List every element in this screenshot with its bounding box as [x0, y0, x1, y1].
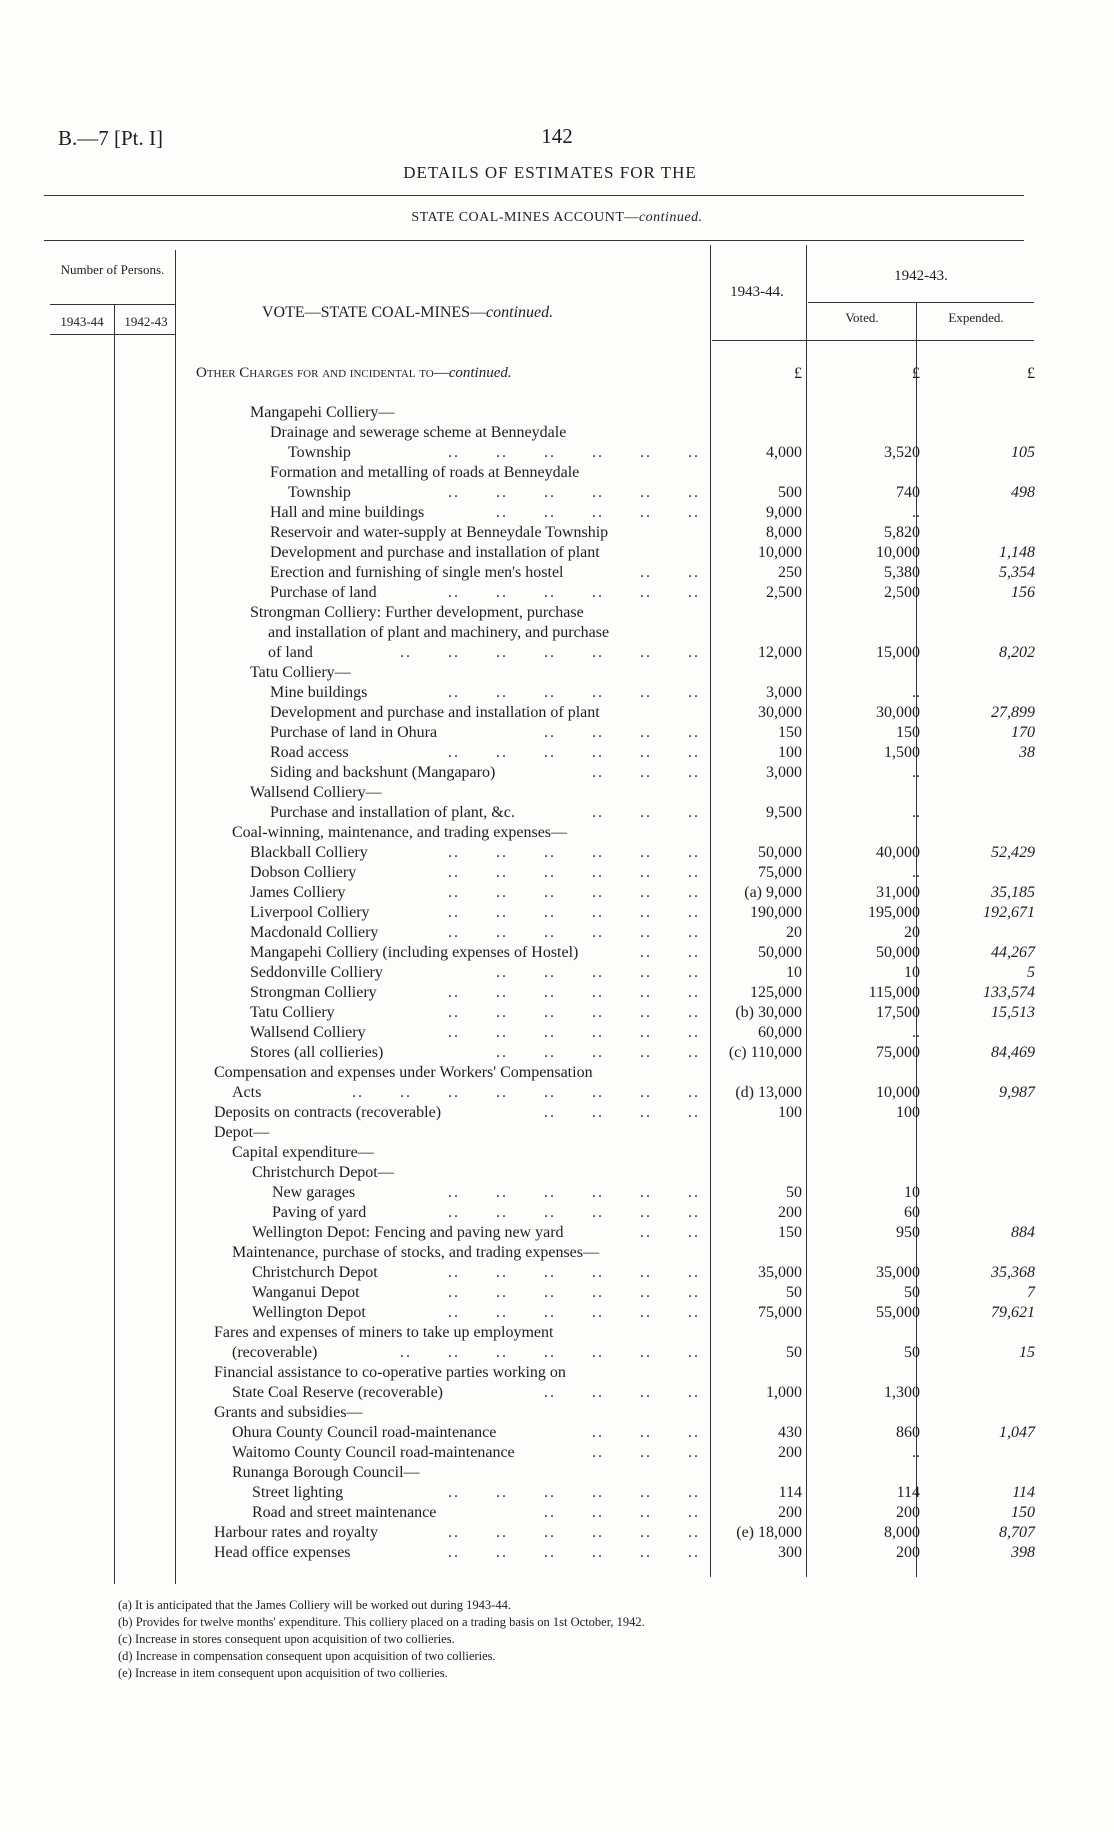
table-row — [0, 843, 1114, 863]
voted-1942-43-value: 17,500 — [876, 1004, 920, 1021]
expended-1942-43-value: 5,354 — [999, 564, 1035, 581]
expended-1942-43-value: 884 — [1011, 1224, 1035, 1241]
row-description: Mangapehi Colliery— — [250, 404, 395, 421]
account-subtitle — [0, 210, 1114, 226]
row-description: Street lighting — [252, 1484, 344, 1501]
table-row — [0, 743, 1114, 763]
estimate-1943-44-value: 200 — [778, 1204, 802, 1221]
voted-1942-43-value: 15,000 — [876, 644, 920, 661]
voted-1942-43-value: 10,000 — [876, 544, 920, 561]
estimate-1943-44-value: (c) 110,000 — [728, 1044, 802, 1061]
voted-1942-43-value: 200 — [896, 1504, 920, 1521]
table-row — [0, 863, 1114, 883]
table-row — [0, 1543, 1114, 1563]
voted-1942-43-value: 200 — [896, 1544, 920, 1561]
leader-dots: .. .. .. .. .. .. .. — [400, 1344, 700, 1361]
estimate-1943-44-value: 3,000 — [766, 764, 802, 781]
table-row — [0, 1103, 1114, 1123]
expended-1942-43-value: 44,267 — [991, 944, 1035, 961]
expended-1942-43-value: 8,202 — [999, 644, 1035, 661]
estimate-1943-44-value: 114 — [778, 1484, 802, 1501]
estimate-1943-44-value: 150 — [778, 1224, 802, 1241]
leader-dots: .. .. .. .. .. .. — [448, 924, 700, 941]
expended-1942-43-value: 35,185 — [991, 884, 1035, 901]
voted-1942-43-value: .. — [912, 504, 920, 521]
estimate-1943-44-value: 500 — [778, 484, 802, 501]
page-identifier: B.—7 [Pt. I] — [58, 126, 163, 150]
table-row — [0, 783, 1114, 803]
leader-dots: .. .. .. .. — [544, 724, 700, 741]
table-row — [0, 663, 1114, 683]
table-row — [0, 423, 1114, 443]
expended-1942-43-value: 114 — [1012, 1484, 1035, 1501]
table-row — [0, 1203, 1114, 1223]
voted-1942-43-value: 115,000 — [868, 984, 920, 1001]
row-description: of land — [268, 644, 313, 661]
voted-1942-43-value: 100 — [896, 1104, 920, 1121]
voted-1942-43-value: 50 — [904, 1344, 920, 1361]
estimate-1943-44-value: 10 — [786, 964, 802, 981]
leader-dots: .. .. .. .. .. — [496, 1044, 700, 1061]
table-row — [0, 543, 1114, 563]
row-description: Development and purchase and installation of plant — [270, 544, 600, 561]
table-row — [0, 1483, 1114, 1503]
leader-dots: .. .. .. .. .. .. .. .. — [352, 1084, 700, 1101]
page-title: DETAILS OF ESTIMATES FOR THE — [403, 163, 697, 182]
voted-1942-43-value: 10 — [904, 964, 920, 981]
table-row — [0, 1243, 1114, 1263]
row-description: Stores (all collieries) — [250, 1044, 384, 1061]
estimate-1943-44-value: (b) 30,000 — [735, 1004, 802, 1021]
leader-dots: .. .. .. .. .. .. — [448, 1284, 700, 1301]
row-description: Coal-winning, maintenance, and trading expenses— — [232, 824, 568, 841]
pound-sign-voted: £ — [912, 365, 920, 382]
leader-dots: .. .. .. .. .. .. — [448, 844, 700, 861]
table-row — [0, 1023, 1114, 1043]
table-row — [0, 943, 1114, 963]
row-description: James Colliery — [250, 884, 346, 901]
row-description: Wellington Depot: Fencing and paving new yard — [252, 1224, 564, 1241]
estimate-1943-44-value: 50 — [786, 1284, 802, 1301]
footnote: (d) Increase in compensation consequent upon acquisition of two collieries. — [118, 1649, 496, 1663]
table-row — [0, 683, 1114, 703]
section-heading-main: Other Charges for and incidental to— — [196, 365, 449, 381]
row-description: Hall and mine buildings — [270, 504, 425, 521]
leader-dots: .. .. .. .. .. .. — [448, 1004, 700, 1021]
table-row — [0, 903, 1114, 923]
leader-dots: .. .. .. .. — [544, 1104, 700, 1121]
voted-1942-43-value: 150 — [896, 724, 920, 741]
table-row — [0, 963, 1114, 983]
expended-1942-43-value: 133,574 — [983, 984, 1035, 1001]
estimate-1943-44-value: 250 — [778, 564, 802, 581]
estimate-1943-44-value: 190,000 — [750, 904, 802, 921]
row-description: Paving of yard — [272, 1204, 367, 1221]
leader-dots: .. .. .. .. .. .. — [448, 744, 700, 761]
expended-1942-43-value: 170 — [1011, 724, 1035, 741]
row-description: Wellington Depot — [252, 1304, 366, 1321]
row-description: Head office expenses — [214, 1544, 351, 1561]
col-1942-43-header: 1942-43. — [894, 268, 948, 284]
expended-1942-43-value: 38 — [1019, 744, 1035, 761]
expended-1942-43-value: 105 — [1011, 444, 1035, 461]
table-row — [0, 1283, 1114, 1303]
leader-dots: .. .. .. .. .. .. — [448, 1204, 700, 1221]
estimate-1943-44-value: 10,000 — [758, 544, 802, 561]
row-description: Grants and subsidies— — [214, 1404, 363, 1421]
table-row — [0, 623, 1114, 643]
page-number: 142 — [541, 124, 573, 148]
row-description: Compensation and expenses under Workers' Compensation — [214, 1064, 593, 1081]
voted-1942-43-value: 55,000 — [876, 1304, 920, 1321]
table-row — [0, 643, 1114, 663]
expended-1942-43-value: 15 — [1019, 1344, 1035, 1361]
table-row — [0, 523, 1114, 543]
expended-1942-43-value: 7 — [1027, 1284, 1035, 1301]
row-description: Mangapehi Colliery (including expenses of Hostel) — [250, 944, 579, 961]
estimate-1943-44-value: 50,000 — [758, 944, 802, 961]
col-1943-44-header: 1943-44. — [730, 284, 784, 300]
vote-heading-main: VOTE—STATE COAL-MINES— — [262, 304, 487, 321]
leader-dots: .. .. .. .. .. .. — [448, 1544, 700, 1561]
estimate-1943-44-value: 300 — [778, 1544, 802, 1561]
voted-1942-43-value: 50,000 — [876, 944, 920, 961]
estimate-1943-44-value: 20 — [786, 924, 802, 941]
row-description: Strongman Colliery: Further development, purchase — [250, 604, 584, 621]
leader-dots: .. .. .. — [592, 804, 700, 821]
row-description: Acts — [232, 1084, 262, 1101]
row-description: Purchase of land in Ohura — [270, 724, 438, 741]
table-row — [0, 1043, 1114, 1063]
row-description: Wallsend Colliery— — [250, 784, 382, 801]
title-rule — [44, 195, 1024, 196]
estimate-1943-44-value: 50,000 — [758, 844, 802, 861]
voted-1942-43-value: 5,820 — [884, 524, 920, 541]
estimate-1943-44-value: (e) 18,000 — [736, 1524, 802, 1541]
table-row — [0, 1063, 1114, 1083]
row-description: Deposits on contracts (recoverable) — [214, 1104, 442, 1121]
row-description: (recoverable) — [232, 1344, 318, 1361]
row-description: Purchase of land — [270, 584, 377, 601]
estimate-1943-44-value: 200 — [778, 1504, 802, 1521]
expended-1942-43-value: 150 — [1011, 1504, 1035, 1521]
leader-dots: .. .. .. .. .. .. — [448, 584, 700, 601]
voted-1942-43-value: 75,000 — [876, 1044, 920, 1061]
row-description: Seddonville Colliery — [250, 964, 383, 981]
voted-1942-43-value: 31,000 — [876, 884, 920, 901]
leader-dots: .. .. .. .. .. .. — [448, 864, 700, 881]
table-row — [0, 1503, 1114, 1523]
row-description: Wanganui Depot — [252, 1284, 360, 1301]
expended-1942-43-value: 9,987 — [999, 1084, 1035, 1101]
row-description: Erection and furnishing of single men's hostel — [270, 564, 564, 581]
table-row — [0, 1083, 1114, 1103]
table-row — [0, 483, 1114, 503]
row-description: and installation of plant and machinery, and purchase — [268, 624, 610, 641]
estimate-1943-44-value: 50 — [786, 1184, 802, 1201]
row-description: Purchase and installation of plant, &c. — [270, 804, 515, 821]
estimate-1943-44-value: 60,000 — [758, 1024, 802, 1041]
leader-dots: .. .. — [640, 1224, 700, 1241]
leader-dots: .. .. .. .. .. .. — [448, 1264, 700, 1281]
leader-dots: .. .. .. .. — [544, 1384, 700, 1401]
estimate-1943-44-value: 75,000 — [758, 864, 802, 881]
row-description: Christchurch Depot — [252, 1264, 378, 1281]
voted-1942-43-value: 35,000 — [876, 1264, 920, 1281]
estimate-1943-44-value: 3,000 — [766, 684, 802, 701]
row-description: Road access — [270, 744, 349, 761]
leader-dots: .. .. — [640, 944, 700, 961]
estimate-1943-44-value: 150 — [778, 724, 802, 741]
table-row — [0, 1223, 1114, 1243]
voted-1942-43-value: 3,520 — [884, 444, 920, 461]
row-description: Siding and backshunt (Mangaparo) — [270, 764, 496, 781]
row-description: Wallsend Colliery — [250, 1024, 366, 1041]
row-description: Runanga Borough Council— — [232, 1464, 420, 1481]
expended-1942-43-value: 156 — [1011, 584, 1035, 601]
estimate-1943-44-value: 4,000 — [766, 444, 802, 461]
voted-1942-43-value: 10 — [904, 1184, 920, 1201]
voted-1942-43-value: 30,000 — [876, 704, 920, 721]
voted-1942-43-value: .. — [912, 804, 920, 821]
expended-1942-43-value: 15,513 — [991, 1004, 1035, 1021]
section-heading-continued: continued. — [448, 365, 512, 381]
voted-1942-43-value: 40,000 — [876, 844, 920, 861]
subtitle-main: STATE COAL-MINES ACCOUNT— — [411, 210, 639, 225]
table-row — [0, 803, 1114, 823]
row-description: Development and purchase and installation of plant — [270, 704, 600, 721]
pound-sign-expended: £ — [1027, 365, 1035, 382]
footnote: (a) It is anticipated that the James Colliery will be worked out during 1943-44. — [118, 1598, 511, 1612]
voted-1942-43-value: 2,500 — [884, 584, 920, 601]
voted-1942-43-value: 195,000 — [868, 904, 920, 921]
footnote: (c) Increase in stores consequent upon acquisition of two collieries. — [118, 1632, 455, 1646]
persons-header-rule-bottom — [50, 334, 175, 335]
footnote: (e) Increase in item consequent upon acquisition of two collieries. — [118, 1666, 448, 1680]
table-row — [0, 1523, 1114, 1543]
estimate-1943-44-value: 30,000 — [758, 704, 802, 721]
row-description: Tatu Colliery— — [250, 664, 351, 681]
voted-1942-43-value: 1,300 — [884, 1384, 920, 1401]
expended-1942-43-value: 5 — [1027, 964, 1035, 981]
expended-1942-43-value: 398 — [1011, 1544, 1035, 1561]
estimate-1943-44-value: 9,000 — [766, 504, 802, 521]
leader-dots: .. .. .. .. .. .. — [448, 444, 700, 461]
row-description: Fares and expenses of miners to take up employment — [214, 1324, 554, 1341]
expended-1942-43-value: 1,047 — [999, 1424, 1035, 1441]
leader-dots: .. .. .. .. .. .. — [448, 1304, 700, 1321]
estimate-1943-44-value: 1,000 — [766, 1384, 802, 1401]
table-row — [0, 703, 1114, 723]
leader-dots: .. .. .. .. .. .. — [448, 984, 700, 1001]
expended-1942-43-value: 79,621 — [991, 1304, 1035, 1321]
row-description: Capital expenditure— — [232, 1144, 374, 1161]
row-description: Tatu Colliery — [250, 1004, 335, 1021]
leader-dots: .. .. .. .. .. .. .. — [400, 644, 700, 661]
row-description: Waitomo County Council road-maintenance — [232, 1444, 515, 1461]
estimate-1943-44-value: 430 — [778, 1424, 802, 1441]
persons-col-1943-44: 1943-44 — [60, 314, 104, 329]
voted-1942-43-value: .. — [912, 764, 920, 781]
voted-1942-43-value: 740 — [896, 484, 920, 501]
table-row — [0, 763, 1114, 783]
vote-heading-continued: continued. — [486, 304, 554, 321]
expended-1942-43-value: 192,671 — [983, 904, 1035, 921]
row-description: New garages — [272, 1184, 356, 1201]
leader-dots: .. .. .. — [592, 1444, 700, 1461]
expended-1942-43-value: 84,469 — [991, 1044, 1035, 1061]
expended-1942-43-value: 35,368 — [991, 1264, 1035, 1281]
section-heading — [196, 365, 512, 382]
table-row — [0, 1163, 1114, 1183]
vote-heading — [262, 304, 553, 322]
voted-1942-43-value: 60 — [904, 1204, 920, 1221]
voted-1942-43-value: 5,380 — [884, 564, 920, 581]
pound-sign-1943-44: £ — [794, 365, 802, 382]
estimate-1943-44-value: (a) 9,000 — [744, 884, 802, 901]
row-description: Dobson Colliery — [250, 864, 357, 881]
estimate-1943-44-value: (d) 13,000 — [735, 1084, 802, 1101]
voted-1942-43-value: 10,000 — [876, 1084, 920, 1101]
subtitle-continued: continued. — [638, 210, 703, 225]
table-row — [0, 923, 1114, 943]
row-description: Strongman Colliery — [250, 984, 377, 1001]
voted-1942-43-value: 8,000 — [884, 1524, 920, 1541]
row-description: Mine buildings — [270, 684, 368, 701]
leader-dots: .. .. .. .. .. .. — [448, 1024, 700, 1041]
leader-dots: .. .. .. .. .. .. — [448, 684, 700, 701]
table-row — [0, 1143, 1114, 1163]
table-row — [0, 723, 1114, 743]
row-description: Blackball Colliery — [250, 844, 368, 861]
table-row — [0, 883, 1114, 903]
voted-1942-43-value: 114 — [896, 1484, 920, 1501]
header-rule-bottom — [712, 340, 1034, 341]
expended-1942-43-value: 52,429 — [991, 844, 1035, 861]
table-row — [0, 1003, 1114, 1023]
leader-dots: .. .. .. .. .. — [496, 964, 700, 981]
voted-1942-43-value: 50 — [904, 1284, 920, 1301]
header-rule-top — [44, 240, 1024, 241]
voted-1942-43-value: .. — [912, 864, 920, 881]
leader-dots: .. .. .. .. .. .. — [448, 904, 700, 921]
row-description: Formation and metalling of roads at Benneydale — [270, 464, 580, 481]
estimate-1943-44-value: 12,000 — [758, 644, 802, 661]
leader-dots: .. .. .. .. — [544, 1504, 700, 1521]
leader-dots: .. .. .. .. .. — [496, 504, 700, 521]
row-description: State Coal Reserve (recoverable) — [232, 1384, 444, 1401]
leader-dots: .. .. .. .. .. .. — [448, 1184, 700, 1201]
year-split-rule — [808, 302, 1034, 303]
table-row — [0, 583, 1114, 603]
expended-header: Expended. — [948, 310, 1004, 325]
row-description: Harbour rates and royalty — [214, 1524, 378, 1541]
table-row — [0, 1463, 1114, 1483]
voted-1942-43-value: .. — [912, 1444, 920, 1461]
voted-1942-43-value: 950 — [896, 1224, 920, 1241]
persons-header-rule — [50, 304, 175, 305]
table-row — [0, 1183, 1114, 1203]
row-description: Road and street maintenance — [252, 1504, 437, 1521]
expended-1942-43-value: 8,707 — [999, 1524, 1035, 1541]
table-row — [0, 1403, 1114, 1423]
voted-1942-43-value: 1,500 — [884, 744, 920, 761]
row-description: Drainage and sewerage scheme at Benneydale — [270, 424, 567, 441]
persons-col-1942-43: 1942-43 — [124, 314, 168, 329]
table-row — [0, 563, 1114, 583]
leader-dots: .. .. .. .. .. .. — [448, 884, 700, 901]
estimate-1943-44-value: 9,500 — [766, 804, 802, 821]
estimate-1943-44-value: 8,000 — [766, 524, 802, 541]
estimate-1943-44-value: 100 — [778, 1104, 802, 1121]
row-description: Township — [288, 484, 351, 501]
expended-1942-43-value: 498 — [1011, 484, 1035, 501]
table-row — [0, 1123, 1114, 1143]
leader-dots: .. .. .. — [592, 1424, 700, 1441]
table-row — [0, 463, 1114, 483]
voted-1942-43-value: 20 — [904, 924, 920, 941]
expended-1942-43-value: 27,899 — [991, 704, 1035, 721]
leader-dots: .. .. .. .. .. .. — [448, 1484, 700, 1501]
table-row — [0, 1383, 1114, 1403]
row-description: Reservoir and water-supply at Benneydale Township — [270, 524, 609, 541]
estimate-1943-44-value: 2,500 — [766, 584, 802, 601]
table-row — [0, 603, 1114, 623]
row-description: Liverpool Colliery — [250, 904, 370, 921]
estimate-1943-44-value: 100 — [778, 744, 802, 761]
leader-dots: .. .. .. — [592, 764, 700, 781]
table-row — [0, 1423, 1114, 1443]
row-description: Financial assistance to co-operative parties working on — [214, 1364, 566, 1381]
footnote: (b) Provides for twelve months' expenditure. This colliery placed on a trading basis on 1st October, 1942. — [118, 1615, 645, 1629]
table-row — [0, 403, 1114, 423]
table-row — [0, 1443, 1114, 1463]
row-description: Township — [288, 444, 351, 461]
table-row — [0, 1343, 1114, 1363]
expended-1942-43-value: 1,148 — [999, 544, 1035, 561]
number-of-persons-header: Number of Persons. — [60, 262, 165, 277]
table-row — [0, 983, 1114, 1003]
leader-dots: .. .. — [640, 564, 700, 581]
row-description: Christchurch Depot— — [252, 1164, 394, 1181]
estimate-1943-44-value: 200 — [778, 1444, 802, 1461]
row-description: Depot— — [214, 1124, 270, 1141]
table-row — [0, 503, 1114, 523]
voted-header: Voted. — [845, 310, 879, 325]
table-row — [0, 443, 1114, 463]
voted-1942-43-value: .. — [912, 1024, 920, 1041]
row-description: Ohura County Council road-maintenance — [232, 1424, 497, 1441]
voted-1942-43-value: 860 — [896, 1424, 920, 1441]
leader-dots: .. .. .. .. .. .. — [448, 484, 700, 501]
row-description: Macdonald Colliery — [250, 924, 379, 941]
table-row — [0, 1303, 1114, 1323]
table-row — [0, 1363, 1114, 1383]
row-description: Maintenance, purchase of stocks, and trading expenses— — [232, 1244, 599, 1261]
estimate-1943-44-value: 75,000 — [758, 1304, 802, 1321]
voted-1942-43-value: .. — [912, 684, 920, 701]
estimate-1943-44-value: 125,000 — [750, 984, 802, 1001]
estimate-1943-44-value: 35,000 — [758, 1264, 802, 1281]
estimate-1943-44-value: 50 — [786, 1344, 802, 1361]
table-row — [0, 1263, 1114, 1283]
table-row — [0, 1323, 1114, 1343]
leader-dots: .. .. .. .. .. .. — [448, 1524, 700, 1541]
table-row — [0, 823, 1114, 843]
